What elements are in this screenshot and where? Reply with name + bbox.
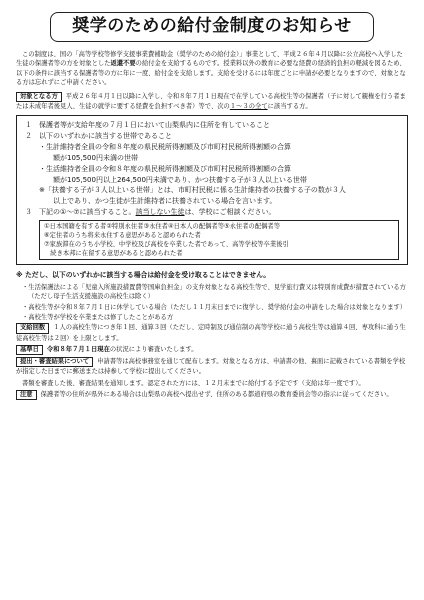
exclusion-warning: ※ ただし、以下のいずれかに該当する場合は給付金を受け取ることはできません。	[16, 271, 271, 280]
caution-section	[16, 390, 408, 400]
residence-status-box	[39, 220, 399, 261]
caution-text: 保護者等の住所が県外にある場合は山梨県の高校へ提出せず、住所のある都道府県の教育委員会等の指示に従ってください。	[40, 391, 393, 399]
payment-count-label: 支給回数	[16, 323, 49, 333]
base-date-section	[16, 345, 408, 355]
condition-3	[25, 207, 399, 218]
condition-2: ２ 以下のいずれかに該当する世帯であること	[25, 132, 172, 141]
target-text-1: 平成２６年４月１日以降に入学し、令和８年７月１日現在で在学している高校生等の保護者（子に対して親権を行う者または未成年者後見人、生徒の就学に要する経費を負担すべき者）等で、次の	[16, 92, 406, 110]
intro-text-1: この制度は、国の「高等学校等修学支援事業費補助金（奨学のための給付金）」事業として、平成２６年４月以降に公立高校へ入学した生徒の保護者等の方を対象とした	[16, 51, 403, 68]
base-date-value: 令和８年７月１日現在	[46, 346, 110, 353]
intro-bold: 返還不要	[110, 60, 136, 68]
target-underline: １～３の全て	[229, 102, 268, 110]
condition-3-underline: 該当しない生徒	[135, 208, 185, 217]
caution-label: 注意	[16, 390, 37, 400]
residence-status-line-3: ⑦家族滞在のうち小学校、中学校及び高校を卒業した者であって、高等学校等卒業後引	[44, 241, 289, 249]
condition-2a-line1: ・生計維持者全員の令和８年度の県民税所得割額及び市町村民税所得割額の合算	[39, 143, 291, 152]
title-box	[50, 12, 374, 42]
residence-status-line-1: ①日本国籍を有する者②特別永住者③永住者④日本人の配偶者等⑤永住者の配偶者等	[44, 222, 281, 230]
exclusion-item: ・高校生等が令和８年７月１日に休学している場合（ただし１１月末日までに復学し、奨学給付金の申請をした場合は対象となります）	[22, 303, 407, 311]
condition-2-note-1: ※「扶養する子が３人以上いる世帯」とは、市町村民税に係る生計維持者の扶養する子の数が３人	[39, 186, 346, 195]
target-paragraph	[16, 92, 408, 112]
exclusion-item: ・高校生等が学校を卒業または修了したことがある方	[22, 313, 174, 321]
condition-2a-line2: 額が105,500円未満の世帯	[53, 153, 138, 162]
payment-count-section	[16, 323, 408, 343]
intro-paragraph	[16, 50, 408, 88]
target-label: 対象となる方	[16, 92, 62, 102]
submission-text-1: 申請書等は高校事務室を通じて配布します。対象となる方は、申請書の他、裏面に記載されている書類を学校が指定した日までに郵送または持参して学校に提出してください。	[16, 358, 406, 376]
residence-status-line-2: ⑥定住者のうち将来永住する意思があると認められた者	[44, 232, 201, 240]
review-result-paragraph: 書類を審査した後、審査結果を通知します。認定された方には、１２月末までに給付する予定です（支給は年一度です）。	[22, 379, 365, 387]
submission-section	[16, 357, 408, 377]
residence-status-line-4: 続き本邦に在留する意思があると認められた者	[44, 250, 183, 258]
base-date-label: 基準日	[16, 345, 43, 355]
conditions-box	[16, 115, 408, 265]
condition-1: １ 保護者等が支給年度の７月１日において山梨県内に住所を有していること	[25, 121, 270, 130]
condition-3-pre: ３ 下記の①～⑦に該当すること。	[25, 208, 136, 217]
condition-3-post: は、学校にご相談ください。	[184, 208, 276, 217]
page-title: 奨学のための給付金制度のお知らせ	[72, 16, 352, 37]
target-text-2: に該当する方。	[267, 102, 312, 110]
intro-text-2: の給付金を支給するものです。授業料以外の教育に必要な経費の経済的負担の軽減を図るため、以下の条件に該当する保護者等の方に年に一度、給付金を支給します。支給を受けるには年度ごとに申請が必要となりますので、対象となる方は忘れずにご申請ください。	[16, 60, 406, 87]
condition-2b-line2: 額が105,500円以上264,500円未満であり、かつ扶養する子が３人以上いる世帯	[53, 175, 307, 184]
submission-label: 提出・審査結果について	[16, 357, 93, 367]
condition-2b-line1: ・生活維持者全員の令和８年度の県民税所得割額及び市町村民税所得割額の合算	[39, 164, 291, 173]
exclusion-item: ・生活保護法による「児童入所施設措置費等国庫負担金」の支弁対象となる高校生等で、見学旅行費又は特別育成費が措置されている方（ただし母子生活支援施設の高校生は除く）	[22, 283, 406, 301]
base-date-text: の状況により審査いたします。	[109, 346, 198, 353]
payment-count-text: １人の高校生等につき年１回、通算３回（ただし、定時制及び通信制の高等学校に通う高校生等は通算４回、専攻科に通う生徒高校生等は２回）を上限とします。	[16, 324, 406, 342]
condition-2-note-2: 以上であり、かつ生徒が生計維持者に扶養されている場合を言います。	[53, 197, 277, 206]
